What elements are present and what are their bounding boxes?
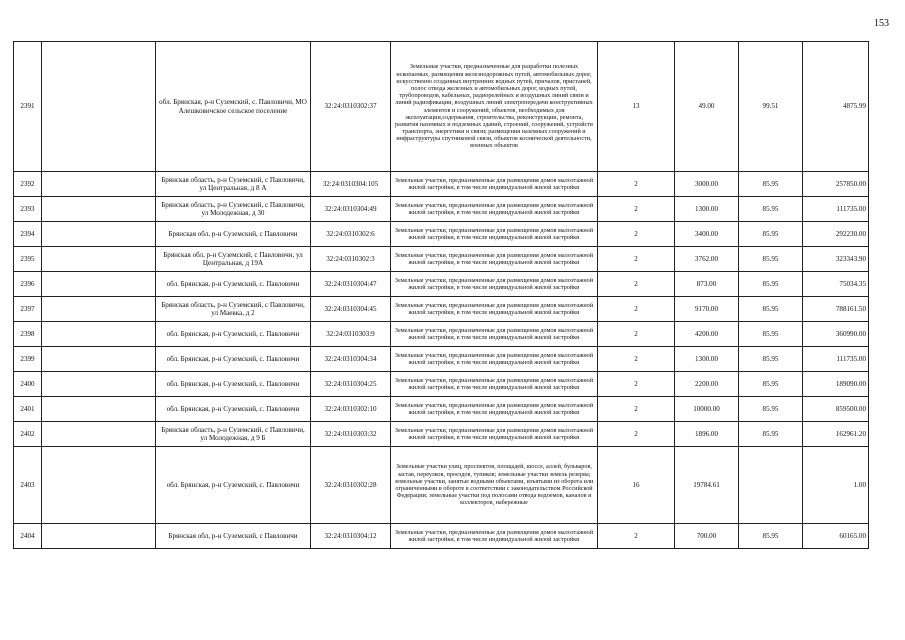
row-number-cell: 2397 — [14, 297, 42, 322]
row-number-cell: 2403 — [14, 447, 42, 524]
land-use-cell: Земельные участки, предназначенные для размещения домов малоэтажной жилой застройки, в том числе индивидуальной жилой застройки — [391, 524, 598, 549]
cadastral-number-cell: 32:24:0310302:37 — [311, 42, 391, 172]
blank-cell — [42, 422, 156, 447]
cadastral-value-cell: 4875.99 — [803, 42, 869, 172]
cadastral-number-cell: 32:24:0310302:10 — [311, 397, 391, 422]
area-cell: 19784.61 — [675, 447, 739, 524]
cadastral-value-cell: 257850.00 — [803, 172, 869, 197]
area-cell: 3000.00 — [675, 172, 739, 197]
rate-cell: 85.95 — [739, 222, 803, 247]
use-code-cell: 2 — [598, 297, 675, 322]
land-use-cell: Земельные участки, предназначенные для размещения домов малоэтажной жилой застройки, в том числе индивидуальной жилой застройки — [391, 322, 598, 347]
blank-cell — [42, 42, 156, 172]
land-use-cell: Земельные участки, предназначенные для размещения домов малоэтажной жилой застройки, в том числе индивидуальной жилой застройки — [391, 372, 598, 397]
row-number-cell: 2393 — [14, 197, 42, 222]
use-code-cell: 2 — [598, 524, 675, 549]
use-code-cell: 2 — [598, 172, 675, 197]
rate-cell: 85.95 — [739, 347, 803, 372]
row-number-cell: 2392 — [14, 172, 42, 197]
blank-cell — [42, 347, 156, 372]
cadastral-value-cell: 360990.00 — [803, 322, 869, 347]
land-use-cell: Земельные участки, предназначенные для размещения домов малоэтажной жилой застройки, в том числе индивидуальной жилой застройки — [391, 247, 598, 272]
area-cell: 4200.00 — [675, 322, 739, 347]
land-use-cell: Земельные участки, предназначенные для размещения домов малоэтажной жилой застройки, в том числе индивидуальной жилой застройки — [391, 222, 598, 247]
area-cell: 2200.00 — [675, 372, 739, 397]
land-use-cell: Земельные участки, предназначенные для размещения домов малоэтажной жилой застройки, в том числе индивидуальной жилой застройки — [391, 397, 598, 422]
land-use-cell: Земельные участки, предназначенные для разработки полезных ископаемых, размещения железнодорожных путей, автомобильных дорог, искусственно созданных внутренних водных путей, причалов, пристаней, полос отвода железных и автомобильных дорог, водных путей, трубопроводов, кабельных, радиорелейных и воздушных линий связи и линий радиофикации, воздушных линий электропередачи конструктивных элементов и сооружений, объектов, необходимых для эксплуатации,содержания, строительства, реконструкции, ремонта, развития наземных и подземных зданий, строений, сооружений, устройств транспорта, энергетики и связи; размещения наземных сооружений и инфраструктуры спутниковой связи, объектов космической деятельности, военных объектов — [391, 42, 598, 172]
row-number-cell: 2396 — [14, 272, 42, 297]
address-cell: обл. Брянская, р-н Суземский, с. Павловичи — [156, 322, 311, 347]
blank-cell — [42, 372, 156, 397]
rate-cell: 85.95 — [739, 197, 803, 222]
table-row — [14, 422, 869, 447]
blank-cell — [42, 447, 156, 524]
row-number-cell: 2398 — [14, 322, 42, 347]
blank-cell — [42, 272, 156, 297]
rate-cell: 85.95 — [739, 322, 803, 347]
use-code-cell: 13 — [598, 42, 675, 172]
table-row — [14, 297, 869, 322]
cadastral-value-cell: 75034.35 — [803, 272, 869, 297]
table-row — [14, 222, 869, 247]
area-cell: 3400.00 — [675, 222, 739, 247]
address-cell: обл. Брянская, р-н Суземский, с. Павловичи — [156, 372, 311, 397]
blank-cell — [42, 222, 156, 247]
table-row — [14, 372, 869, 397]
area-cell: 700.00 — [675, 524, 739, 549]
table-row — [14, 197, 869, 222]
rate-cell: 85.95 — [739, 297, 803, 322]
land-use-cell: Земельные участки, предназначенные для размещения домов малоэтажной жилой застройки, в том числе индивидуальной жилой застройки — [391, 347, 598, 372]
use-code-cell: 2 — [598, 247, 675, 272]
use-code-cell: 2 — [598, 397, 675, 422]
cadastral-value-cell: 1.00 — [803, 447, 869, 524]
area-cell: 873.00 — [675, 272, 739, 297]
row-number-cell: 2394 — [14, 222, 42, 247]
address-cell: Брянская обл, р-н Суземский, с Павловичи — [156, 524, 311, 549]
cadastral-number-cell: 32:24:0310302:3 — [311, 247, 391, 272]
area-cell: 9170.00 — [675, 297, 739, 322]
cadastral-value-cell: 111735.00 — [803, 197, 869, 222]
cadastral-value-cell: 788161.50 — [803, 297, 869, 322]
rate-cell: 85.95 — [739, 524, 803, 549]
table-row — [14, 397, 869, 422]
address-cell: Брянская область, р-н Суземский, с Павловичи, ул Молодежная, д 9 Б — [156, 422, 311, 447]
cadastral-number-cell: 32:24:0310303:9 — [311, 322, 391, 347]
address-cell: Брянская обл, р-н Суземский, с Павловичи, ул Центральная, д 19А — [156, 247, 311, 272]
use-code-cell: 2 — [598, 372, 675, 397]
rate-cell: 85.95 — [739, 272, 803, 297]
land-use-cell: Земельные участки улиц, проспектов, площадей, шоссе, аллей, бульваров, застав, переулков, проездов, тупиков; земельные участки земель резерва; земельные участки, занятые водными объектами, изъятыми из оборота или ограниченными в обороте в соответствии с законодательством Российской Федерации; земельные участки под полосами отвода водоемов, каналов и коллекторов, набережные — [391, 447, 598, 524]
cadastral-value-cell: 292230.00 — [803, 222, 869, 247]
address-cell: обл. Брянская, р-н Суземский, с. Павловичи — [156, 397, 311, 422]
blank-cell — [42, 172, 156, 197]
land-use-cell: Земельные участки, предназначенные для размещения домов малоэтажной жилой застройки, в том числе индивидуальной жилой застройки — [391, 172, 598, 197]
cadastral-number-cell: 32:24:0310304:12 — [311, 524, 391, 549]
cadastral-value-cell: 60165.00 — [803, 524, 869, 549]
blank-cell — [42, 524, 156, 549]
cadastral-number-cell: 32:24:0310302:6 — [311, 222, 391, 247]
table-row — [14, 272, 869, 297]
use-code-cell: 2 — [598, 272, 675, 297]
row-number-cell: 2391 — [14, 42, 42, 172]
address-cell: Брянская область, р-н Суземский, с Павловичи, ул Центральная, д 8 А — [156, 172, 311, 197]
cadastral-value-cell: 189090.00 — [803, 372, 869, 397]
blank-cell — [42, 322, 156, 347]
rate-cell: 85.95 — [739, 422, 803, 447]
blank-cell — [42, 247, 156, 272]
table-row — [14, 42, 869, 172]
use-code-cell: 2 — [598, 322, 675, 347]
row-number-cell: 2404 — [14, 524, 42, 549]
area-cell: 3762.00 — [675, 247, 739, 272]
area-cell: 1896.00 — [675, 422, 739, 447]
row-number-cell: 2395 — [14, 247, 42, 272]
use-code-cell: 16 — [598, 447, 675, 524]
rate-cell: 85.95 — [739, 397, 803, 422]
cadastral-number-cell: 32:24:0310304:105 — [311, 172, 391, 197]
use-code-cell: 2 — [598, 197, 675, 222]
row-number-cell: 2399 — [14, 347, 42, 372]
table-row — [14, 447, 869, 524]
address-cell: обл. Брянская, р-н Суземский, с. Павловичи — [156, 272, 311, 297]
land-use-cell: Земельные участки, предназначенные для размещения домов малоэтажной жилой застройки, в том числе индивидуальной жилой застройки — [391, 272, 598, 297]
row-number-cell: 2400 — [14, 372, 42, 397]
use-code-cell: 2 — [598, 422, 675, 447]
blank-cell — [42, 397, 156, 422]
area-cell: 1300.00 — [675, 347, 739, 372]
address-cell: Брянская область, р-н Суземский, с Павловичи, ул Молодежная, д 30 — [156, 197, 311, 222]
area-cell: 1300.00 — [675, 197, 739, 222]
land-use-cell: Земельные участки, предназначенные для размещения домов малоэтажной жилой застройки, в том числе индивидуальной жилой застройки — [391, 422, 598, 447]
blank-cell — [42, 297, 156, 322]
area-cell: 10000.00 — [675, 397, 739, 422]
table-row — [14, 322, 869, 347]
table-row — [14, 524, 869, 549]
cadastral-number-cell: 32:24:0310304:47 — [311, 272, 391, 297]
rate-cell: 85.95 — [739, 247, 803, 272]
table-row — [14, 247, 869, 272]
rate-cell: 85.95 — [739, 372, 803, 397]
cadastral-number-cell: 32:24:0310304:45 — [311, 297, 391, 322]
land-registry-table — [13, 41, 869, 549]
row-number-cell: 2401 — [14, 397, 42, 422]
address-cell: обл. Брянская, р-н Суземский, с. Павловичи, МО Алешковичское сельское поселение — [156, 42, 311, 172]
address-cell: обл. Брянская, р-н Суземский, с. Павловичи — [156, 447, 311, 524]
cadastral-number-cell: 32:24:0310303:32 — [311, 422, 391, 447]
cadastral-number-cell: 32:24:0310304:49 — [311, 197, 391, 222]
cadastral-value-cell: 859500.00 — [803, 397, 869, 422]
cadastral-value-cell: 162961.20 — [803, 422, 869, 447]
table-body — [14, 42, 869, 549]
row-number-cell: 2402 — [14, 422, 42, 447]
rate-cell — [739, 447, 803, 524]
land-use-cell: Земельные участки, предназначенные для размещения домов малоэтажной жилой застройки, в том числе индивидуальной жилой застройки — [391, 197, 598, 222]
table-row — [14, 347, 869, 372]
rate-cell: 99.51 — [739, 42, 803, 172]
cadastral-number-cell: 32:24:0310304:34 — [311, 347, 391, 372]
land-use-cell: Земельные участки, предназначенные для размещения домов малоэтажной жилой застройки, в том числе индивидуальной жилой застройки — [391, 297, 598, 322]
address-cell: Брянская обл, р-н Суземский, с Павловичи — [156, 222, 311, 247]
address-cell: обл. Брянская, р-н Суземский, с. Павловичи — [156, 347, 311, 372]
cadastral-value-cell: 111735.00 — [803, 347, 869, 372]
cadastral-value-cell: 323343.90 — [803, 247, 869, 272]
area-cell: 49.00 — [675, 42, 739, 172]
cadastral-number-cell: 32:24:0310304:25 — [311, 372, 391, 397]
blank-cell — [42, 197, 156, 222]
table-row — [14, 172, 869, 197]
cadastral-number-cell: 32:24:0310302:28 — [311, 447, 391, 524]
rate-cell: 85.95 — [739, 172, 803, 197]
page-number: 153 — [874, 18, 889, 29]
use-code-cell: 2 — [598, 347, 675, 372]
use-code-cell: 2 — [598, 222, 675, 247]
address-cell: Брянская область, р-н Суземский, с Павловичи, ул Маевка, д 2 — [156, 297, 311, 322]
